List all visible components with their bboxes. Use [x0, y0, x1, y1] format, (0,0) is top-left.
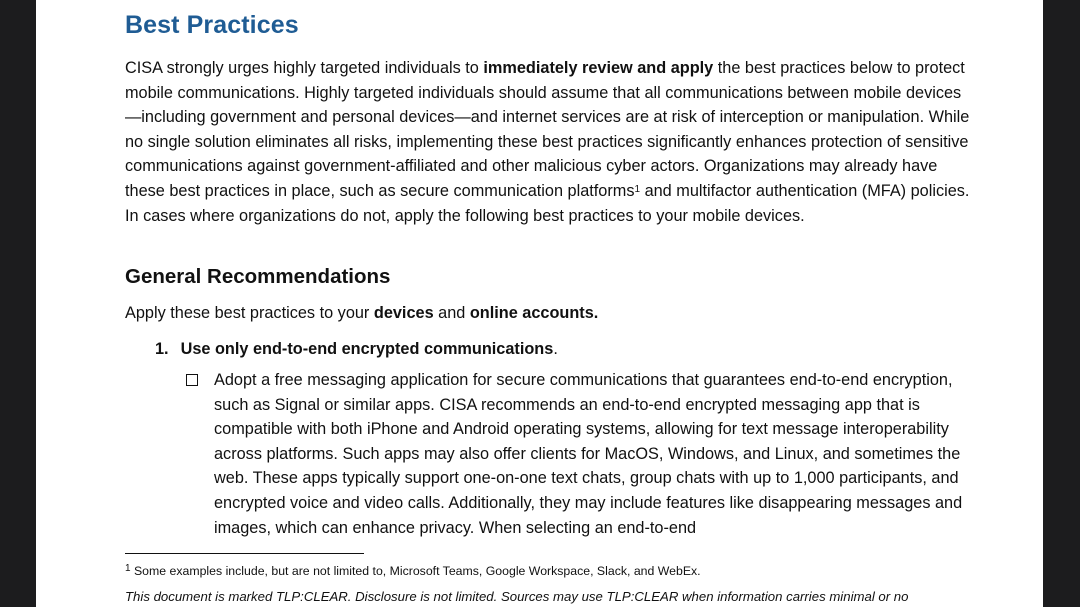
footnote-number: 1 — [125, 563, 131, 574]
section-title: Best Practices — [125, 11, 299, 39]
tlp-marking: This document is marked TLP:CLEAR. Disclosure is not limited. Sources may use TLP:CLEAR when information carries minimal or no — [125, 589, 909, 604]
footnote — [125, 564, 701, 578]
intro-and: and — [433, 304, 470, 322]
viewer-right-margin — [1043, 0, 1080, 607]
footnote-divider — [125, 553, 364, 554]
best-practices-paragraph — [125, 56, 975, 228]
recommendation-label: Use only end-to-end encrypted communications — [180, 340, 554, 358]
para-text-3: and multifactor authentication (MFA) policies. In cases where organizations do not, apply the following best practices to your mobile devices. — [125, 181, 970, 225]
intro-devices: devices — [373, 304, 434, 322]
general-intro — [125, 304, 598, 323]
recommendation-number: 1. — [155, 340, 169, 358]
checklist-text: Adopt a free messaging application for secure communications that guarantees end-to-end encryption, such as Signal or similar apps. CISA recommends an end-to-end encrypted messaging app that is compatible with both iPhone and Android operating systems, allowing for text message interoperability across platforms. Such apps may also offer clients for MacOS, Windows, and Linux, and sometimes the web. These apps typically support one-on-one text chats, group chats with up to 1,000 participants, and encrypted voice and video calls. Additionally, they may include features like disappearing messages and images, which can enhance privacy. When selecting an end-to-end — [214, 371, 963, 537]
intro-online-accounts: online accounts. — [469, 304, 599, 322]
para-emphasis: immediately review and apply — [483, 59, 714, 77]
footnote-ref[interactable]: 1 — [634, 183, 641, 195]
para-text-2: the best practices below to protect mobile communications. Highly targeted individuals should assume that all communications between mobile devices—including government and personal devices—and internet services are at risk of interception or manipulation. While no single solution eliminates all risks, implementing these best practices significantly enhances protection of sensitive communications against government-affiliated and other malicious cyber actors. Organizations may already have these best practices in place, such as secure communication platforms — [125, 59, 970, 200]
recommendation-suffix: . — [553, 340, 558, 358]
viewer-left-margin — [0, 0, 36, 607]
general-recommendations-heading: General Recommendations — [125, 265, 391, 288]
document-page — [36, 0, 1043, 607]
recommendation-item — [155, 340, 558, 359]
footnote-text: Some examples include, but are not limited to, Microsoft Teams, Google Workspace, Slack, and WebEx. — [130, 564, 701, 578]
intro-text: Apply these best practices to your — [125, 304, 374, 322]
para-text-1: CISA strongly urges highly targeted individuals to — [125, 59, 484, 77]
checkbox-icon[interactable] — [186, 374, 198, 386]
